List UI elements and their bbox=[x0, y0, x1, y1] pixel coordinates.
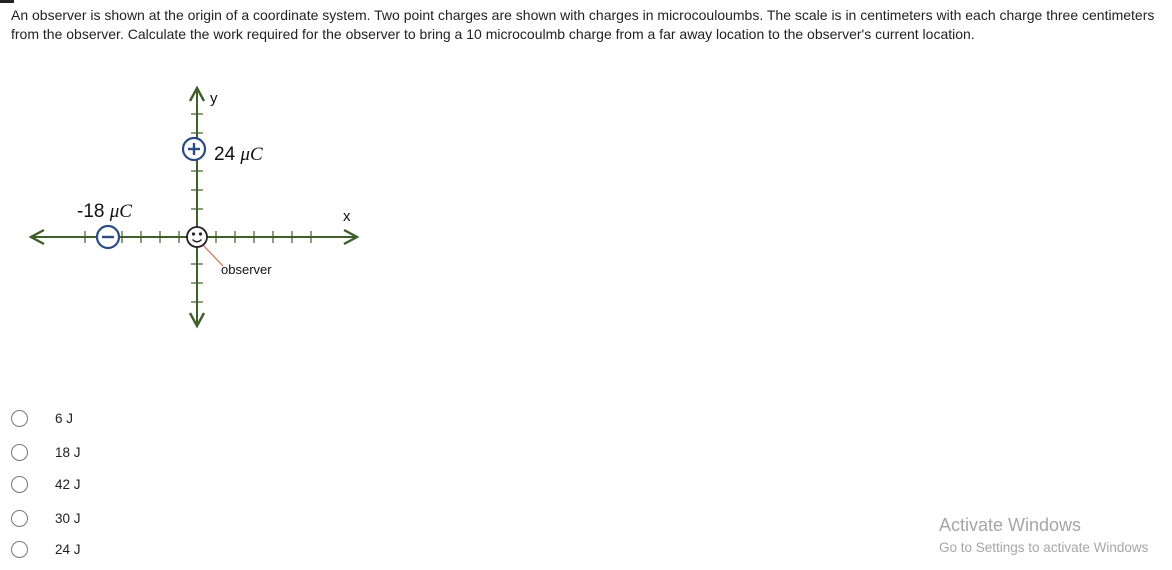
radio-button[interactable] bbox=[11, 476, 28, 493]
answer-option-label: 42 J bbox=[55, 476, 81, 492]
positive-charge-label bbox=[214, 144, 263, 165]
smiley-face-icon bbox=[187, 227, 207, 247]
positive-charge-icon bbox=[183, 138, 205, 160]
question-text: An observer is shown at the origin of a coordinate system. Two point charges are shown with charges in microcouloumbs. The scale is in centimeters with each charge three centimeters from the observer. Calculate the work required for the observer to bring a 10 microcoulmb charge from a far away location to the observer's current location. bbox=[11, 7, 1155, 42]
radio-button[interactable] bbox=[11, 541, 28, 558]
answer-option-label: 30 J bbox=[55, 510, 81, 526]
answer-option-label: 18 J bbox=[55, 444, 81, 460]
answer-option[interactable] bbox=[11, 441, 211, 463]
answer-option[interactable] bbox=[11, 407, 211, 429]
radio-button[interactable] bbox=[11, 510, 28, 527]
negative-charge-icon bbox=[97, 226, 119, 248]
y-axis-label: y bbox=[210, 90, 218, 107]
watermark-title: Activate Windows bbox=[939, 515, 1082, 535]
positive-charge-unit: μC bbox=[240, 144, 263, 165]
answer-option[interactable] bbox=[11, 538, 211, 560]
observer-label: observer bbox=[221, 262, 272, 277]
answer-option[interactable] bbox=[11, 473, 211, 495]
y-axis bbox=[190, 88, 204, 326]
answer-option-label: 6 J bbox=[55, 410, 74, 426]
x-axis-label: x bbox=[343, 208, 351, 225]
radio-button[interactable] bbox=[11, 410, 28, 427]
activate-windows-watermark bbox=[939, 514, 1148, 557]
answer-option[interactable] bbox=[11, 507, 211, 529]
negative-charge-unit: μC bbox=[109, 201, 132, 222]
positive-charge-value: 24 bbox=[214, 144, 236, 165]
negative-charge-label bbox=[77, 201, 132, 222]
answer-option-label: 24 J bbox=[55, 541, 81, 557]
observer-leader-line bbox=[203, 245, 223, 266]
watermark-subtitle: Go to Settings to activate Windows bbox=[939, 540, 1149, 555]
negative-charge-value: -18 bbox=[77, 201, 105, 222]
radio-button[interactable] bbox=[11, 444, 28, 461]
